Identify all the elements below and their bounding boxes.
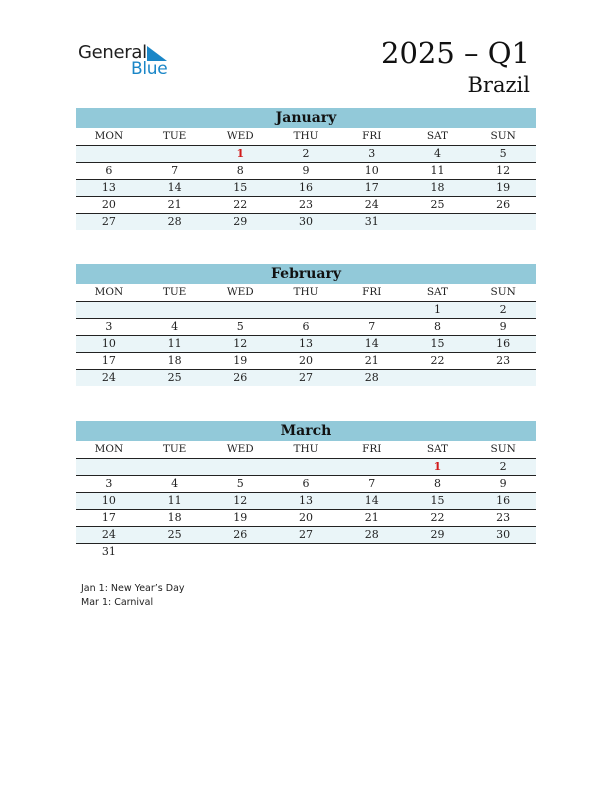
day-cell: 4 <box>171 320 179 333</box>
weekday-label: SAT <box>426 130 449 142</box>
day-cell: 12 <box>233 494 248 507</box>
weekday-label: WED <box>226 130 254 142</box>
day-cell: 11 <box>167 337 182 350</box>
day-cell: 8 <box>433 320 441 333</box>
weekday-label: SUN <box>490 286 516 298</box>
day-cell: 22 <box>430 354 445 367</box>
day-cell <box>207 544 273 560</box>
day-cell: 1 <box>433 303 441 316</box>
day-cell <box>273 302 339 318</box>
weekday-header-row <box>76 128 536 146</box>
weekday-label: MON <box>94 130 124 142</box>
day-cell <box>273 459 339 475</box>
week-row <box>76 370 536 386</box>
day-cell <box>142 302 208 318</box>
day-cell: 9 <box>302 164 310 177</box>
day-cell: 18 <box>167 354 182 367</box>
day-cell: 29 <box>430 528 445 541</box>
day-cell: 17 <box>364 181 379 194</box>
day-cell: 18 <box>167 511 182 524</box>
week-row <box>76 336 536 353</box>
weekday-label: FRI <box>362 286 382 298</box>
day-cell: 16 <box>496 494 511 507</box>
week-row <box>76 146 536 163</box>
day-cell: 21 <box>364 511 379 524</box>
day-cell: 3 <box>105 477 113 490</box>
day-cell: 12 <box>233 337 248 350</box>
day-cell <box>142 146 208 162</box>
day-cell: 16 <box>299 181 314 194</box>
day-cell: 4 <box>433 147 441 160</box>
day-cell: 21 <box>364 354 379 367</box>
day-cell <box>405 544 471 560</box>
day-cell: 25 <box>167 371 182 384</box>
day-cell: 20 <box>299 354 314 367</box>
day-cell: 5 <box>499 147 507 160</box>
day-cell: 19 <box>233 511 248 524</box>
day-cell: 4 <box>171 477 179 490</box>
weekday-label: MON <box>94 443 124 455</box>
day-cell <box>76 146 142 162</box>
week-row <box>76 476 536 493</box>
logo-text-blue: Blue <box>131 59 168 79</box>
day-cell <box>405 370 471 386</box>
page-title: 2025 – Q1 <box>381 36 530 70</box>
day-cell: 28 <box>364 371 379 384</box>
day-cell: 26 <box>233 528 248 541</box>
day-cell: 24 <box>101 528 116 541</box>
day-cell: 14 <box>364 494 379 507</box>
day-cell: 23 <box>496 511 511 524</box>
day-cell: 15 <box>430 494 445 507</box>
day-cell: 8 <box>236 164 244 177</box>
holiday-day-cell: 1 <box>433 460 442 473</box>
day-cell: 21 <box>167 198 182 211</box>
day-cell: 7 <box>368 477 376 490</box>
day-cell <box>339 459 405 475</box>
week-row <box>76 353 536 370</box>
week-row <box>76 214 536 230</box>
day-cell: 20 <box>299 511 314 524</box>
day-cell: 24 <box>101 371 116 384</box>
day-cell: 11 <box>167 494 182 507</box>
month-calendar-march <box>76 421 536 560</box>
day-cell: 10 <box>101 337 116 350</box>
day-cell: 3 <box>368 147 376 160</box>
country-name: Brazil <box>467 73 530 97</box>
day-cell <box>142 544 208 560</box>
day-cell: 29 <box>233 215 248 228</box>
month-calendar-january <box>76 108 536 230</box>
day-cell: 26 <box>233 371 248 384</box>
day-cell: 5 <box>236 320 244 333</box>
holiday-note: Mar 1: Carnival <box>81 597 154 608</box>
day-cell <box>405 214 471 230</box>
day-cell: 24 <box>364 198 379 211</box>
day-cell: 9 <box>499 320 507 333</box>
day-cell: 27 <box>299 528 314 541</box>
day-cell: 27 <box>299 371 314 384</box>
day-cell: 14 <box>167 181 182 194</box>
day-cell: 25 <box>430 198 445 211</box>
day-cell: 3 <box>105 320 113 333</box>
day-cell: 6 <box>302 320 310 333</box>
week-row <box>76 302 536 319</box>
week-row <box>76 510 536 527</box>
weekday-label: SUN <box>490 443 516 455</box>
day-cell: 22 <box>233 198 248 211</box>
day-cell: 6 <box>302 477 310 490</box>
day-cell: 15 <box>233 181 248 194</box>
day-cell: 15 <box>430 337 445 350</box>
day-cell <box>142 459 208 475</box>
day-cell <box>470 214 536 230</box>
holiday-day-cell: 1 <box>236 147 245 160</box>
weekday-label: SUN <box>490 130 516 142</box>
week-row <box>76 163 536 180</box>
month-title: March <box>76 421 536 441</box>
day-cell: 10 <box>101 494 116 507</box>
day-cell: 23 <box>496 354 511 367</box>
day-cell: 27 <box>101 215 116 228</box>
week-row <box>76 493 536 510</box>
day-cell: 5 <box>236 477 244 490</box>
day-cell: 26 <box>496 198 511 211</box>
day-cell: 17 <box>101 511 116 524</box>
day-cell: 13 <box>299 337 314 350</box>
weekday-label: TUE <box>162 130 187 142</box>
day-cell: 23 <box>299 198 314 211</box>
week-row <box>76 197 536 214</box>
weekday-header-row <box>76 441 536 459</box>
day-cell: 2 <box>302 147 310 160</box>
day-cell: 2 <box>499 303 507 316</box>
weekday-label: SAT <box>426 443 449 455</box>
day-cell: 19 <box>233 354 248 367</box>
weekday-label: THU <box>293 130 319 142</box>
day-cell <box>207 302 273 318</box>
day-cell: 9 <box>499 477 507 490</box>
day-cell: 20 <box>101 198 116 211</box>
day-cell: 14 <box>364 337 379 350</box>
day-cell: 7 <box>368 320 376 333</box>
day-cell: 31 <box>101 545 116 558</box>
day-cell <box>339 544 405 560</box>
week-row <box>76 544 536 560</box>
month-title: January <box>76 108 536 128</box>
logo-text-general: General <box>78 42 147 63</box>
week-row <box>76 527 536 544</box>
day-cell: 19 <box>496 181 511 194</box>
day-cell: 2 <box>499 460 507 473</box>
day-cell: 12 <box>496 164 511 177</box>
month-title: February <box>76 264 536 284</box>
day-cell <box>76 302 142 318</box>
day-cell: 13 <box>299 494 314 507</box>
day-cell: 7 <box>171 164 179 177</box>
day-cell: 17 <box>101 354 116 367</box>
weekday-label: TUE <box>162 443 187 455</box>
week-row <box>76 319 536 336</box>
weekday-label: THU <box>293 443 319 455</box>
day-cell: 30 <box>496 528 511 541</box>
holiday-notes <box>81 582 185 610</box>
weekday-label: THU <box>293 286 319 298</box>
weekday-label: MON <box>94 286 124 298</box>
weekday-label: FRI <box>362 443 382 455</box>
day-cell: 22 <box>430 511 445 524</box>
day-cell: 31 <box>364 215 379 228</box>
day-cell: 11 <box>430 164 445 177</box>
day-cell <box>273 544 339 560</box>
week-row <box>76 180 536 197</box>
holiday-note: Jan 1: New Year’s Day <box>81 583 185 594</box>
day-cell: 28 <box>364 528 379 541</box>
generalblue-logo <box>78 42 178 80</box>
weekday-label: WED <box>226 443 254 455</box>
day-cell: 10 <box>364 164 379 177</box>
weekday-label: FRI <box>362 130 382 142</box>
week-row <box>76 459 536 476</box>
day-cell <box>470 370 536 386</box>
month-calendar-february <box>76 264 536 386</box>
day-cell: 16 <box>496 337 511 350</box>
weekday-label: SAT <box>426 286 449 298</box>
day-cell: 6 <box>105 164 113 177</box>
day-cell <box>207 459 273 475</box>
day-cell: 13 <box>101 181 116 194</box>
day-cell: 28 <box>167 215 182 228</box>
weekday-label: WED <box>226 286 254 298</box>
day-cell: 25 <box>167 528 182 541</box>
weekday-label: TUE <box>162 286 187 298</box>
day-cell <box>470 544 536 560</box>
day-cell <box>339 302 405 318</box>
day-cell: 8 <box>433 477 441 490</box>
weekday-header-row <box>76 284 536 302</box>
day-cell <box>76 459 142 475</box>
day-cell: 18 <box>430 181 445 194</box>
day-cell: 30 <box>299 215 314 228</box>
